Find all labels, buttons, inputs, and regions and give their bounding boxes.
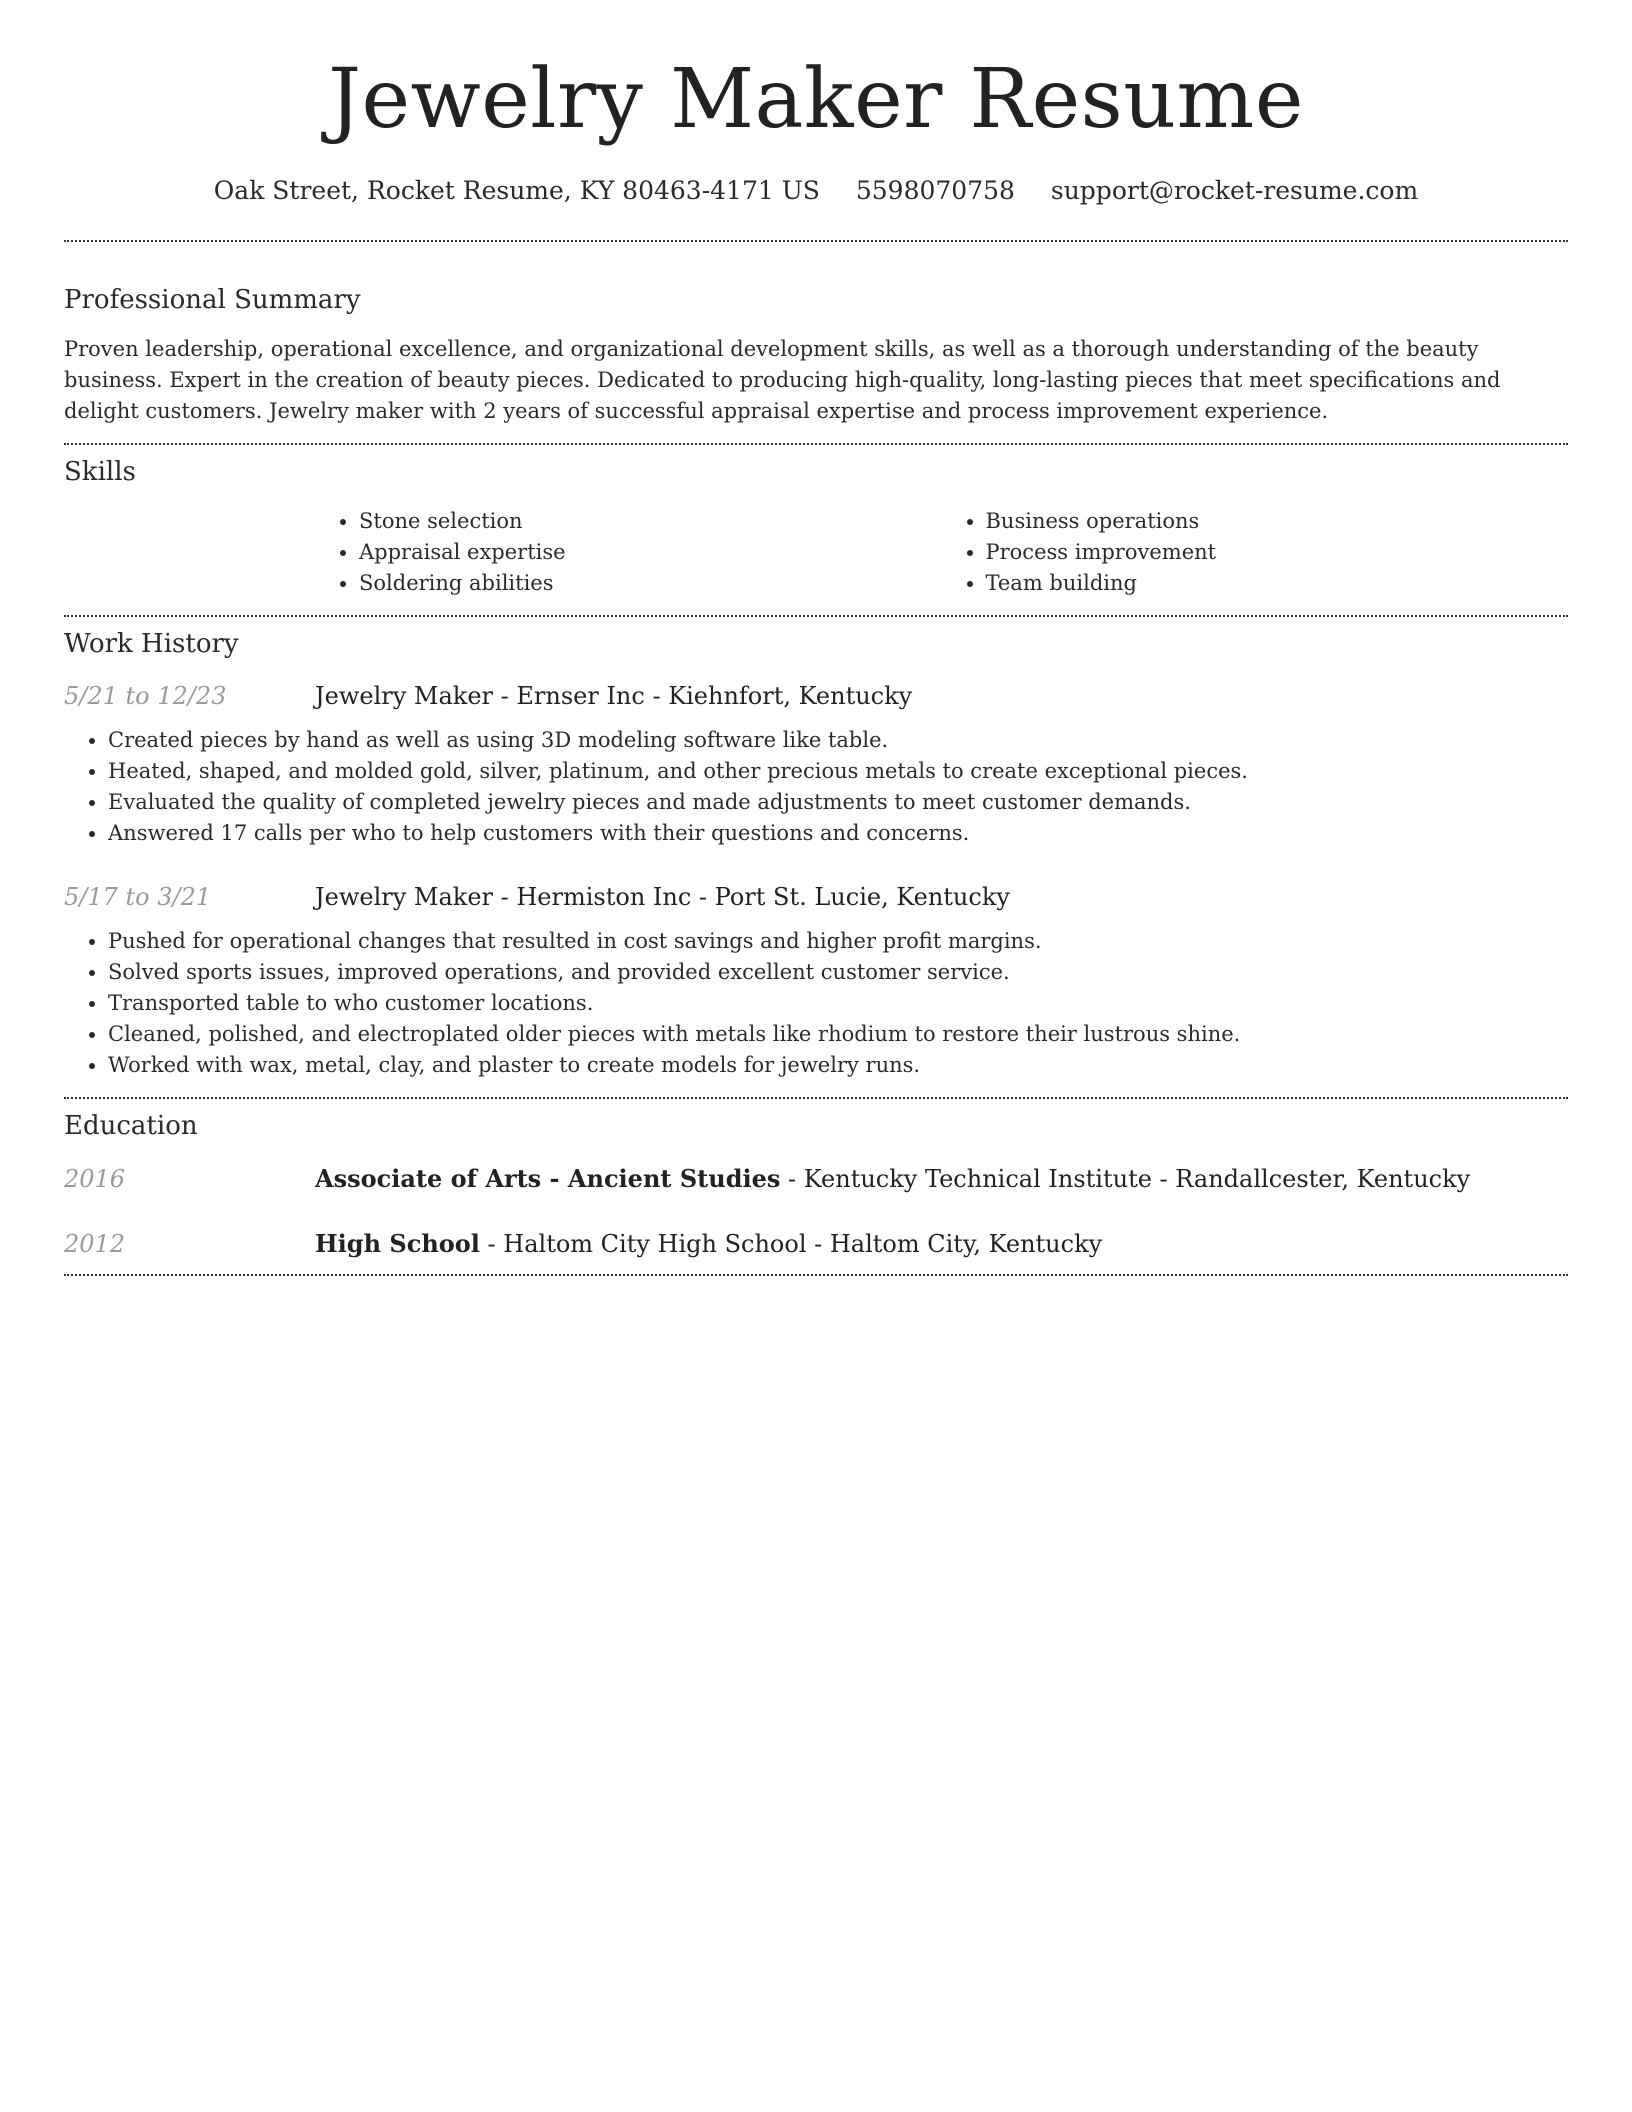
contact-address: Oak Street, Rocket Resume, KY 80463-4171 US bbox=[213, 176, 820, 205]
divider bbox=[64, 1274, 1568, 1276]
education-school: - Kentucky Technical Institute - Randallcester, Kentucky bbox=[780, 1165, 1471, 1193]
job-entry bbox=[64, 682, 1568, 710]
job-bullet: • Evaluated the quality of completed jewelry pieces and made adjustments to meet customer demands. bbox=[108, 787, 1568, 818]
skills-column-right bbox=[942, 506, 1569, 599]
education-entry bbox=[64, 1229, 1568, 1258]
job-title: Jewelry Maker - Hermiston Inc - Port St. Lucie, Kentucky bbox=[315, 883, 1010, 911]
job-bullet: • Worked with wax, metal, clay, and plaster to create models for jewelry runs. bbox=[108, 1050, 1568, 1081]
job-bullet: • Pushed for operational changes that resulted in cost savings and higher profit margins. bbox=[108, 926, 1568, 957]
job-dates: 5/21 to 12/23 bbox=[64, 682, 227, 710]
contact-phone: 5598070758 bbox=[855, 176, 1015, 205]
job-bullet: • Answered 17 calls per who to help customers with their questions and concerns. bbox=[108, 818, 1568, 849]
divider bbox=[64, 1097, 1568, 1099]
skills-column-left bbox=[315, 506, 942, 599]
skill-item: • Stone selection bbox=[359, 506, 942, 537]
education-detail bbox=[315, 1229, 1102, 1258]
skills-list bbox=[315, 506, 1568, 599]
skill-item: • Business operations bbox=[986, 506, 1569, 537]
section-title-skills: Skills bbox=[64, 457, 136, 487]
education-year: 2012 bbox=[64, 1230, 126, 1258]
education-degree: High School bbox=[315, 1229, 480, 1258]
job-entry bbox=[64, 883, 1568, 911]
job-bullet: • Transported table to who customer locations. bbox=[108, 988, 1568, 1019]
skill-item: • Team building bbox=[986, 568, 1569, 599]
job-bullet: • Heated, shaped, and molded gold, silver, platinum, and other precious metals to create exceptional pieces. bbox=[108, 756, 1568, 787]
summary-text: Proven leadership, operational excellence, and organizational development skills, as well as a thorough understanding of the beauty business. Expert in the creation of beauty pieces. Dedicated to producing high-quality, long-lasting pieces that meet specifications and delight customers. Jewelry maker with 2 years of successful appraisal expertise and process improvement experience. bbox=[64, 337, 1501, 423]
section-title-summary: Professional Summary bbox=[64, 285, 361, 315]
education-entry bbox=[64, 1164, 1568, 1193]
job-bullet: • Solved sports issues, improved operations, and provided excellent customer service. bbox=[108, 957, 1568, 988]
job-bullets bbox=[64, 725, 1568, 849]
education-year: 2016 bbox=[64, 1165, 126, 1193]
job-bullet: • Created pieces by hand as well as using 3D modeling software like table. bbox=[108, 725, 1568, 756]
education-degree: Associate of Arts - Ancient Studies bbox=[315, 1164, 781, 1193]
job-dates: 5/17 to 3/21 bbox=[64, 883, 212, 911]
skill-item: • Soldering abilities bbox=[359, 568, 942, 599]
section-title-education: Education bbox=[64, 1111, 198, 1141]
skill-item: • Process improvement bbox=[986, 537, 1569, 568]
education-school: - Haltom City High School - Haltom City, Kentucky bbox=[479, 1230, 1103, 1258]
divider bbox=[64, 615, 1568, 617]
job-bullet: • Cleaned, polished, and electroplated older pieces with metals like rhodium to restore their lustrous shine. bbox=[108, 1019, 1568, 1050]
job-title: Jewelry Maker - Ernser Inc - Kiehnfort, Kentucky bbox=[315, 682, 913, 710]
job-bullets bbox=[64, 926, 1568, 1081]
contact-line bbox=[64, 176, 1568, 206]
section-title-work: Work History bbox=[64, 629, 239, 659]
contact-email: support@rocket-resume.com bbox=[1050, 176, 1419, 205]
divider bbox=[64, 443, 1568, 445]
divider bbox=[64, 240, 1568, 242]
skill-item: • Appraisal expertise bbox=[359, 537, 942, 568]
education-detail bbox=[315, 1164, 1470, 1193]
resume-title: Jewelry Maker Resume bbox=[328, 52, 1304, 147]
